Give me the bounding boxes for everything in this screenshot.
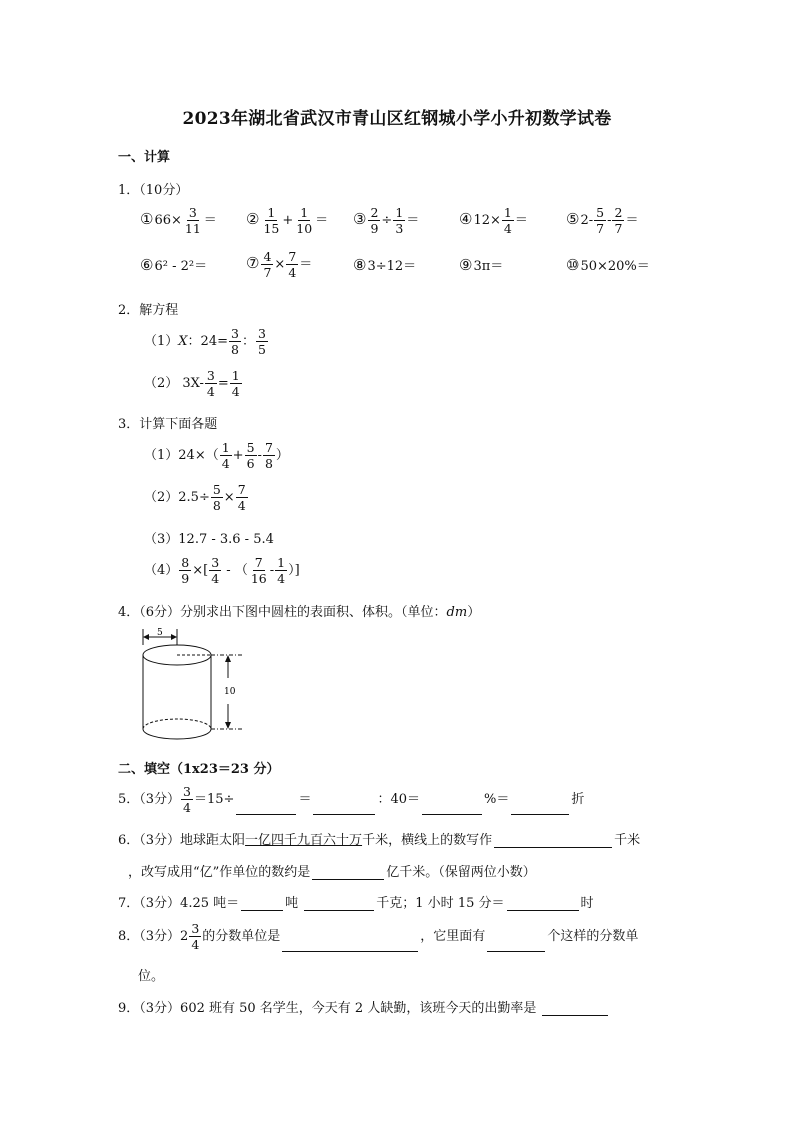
q5-blank-3[interactable]: [422, 800, 482, 815]
q1-item-4: ④12× $\frac{1}{4}$ ＝: [459, 205, 528, 236]
cylinder-figure: [130, 624, 260, 749]
q1-item-1: ①66× $\frac{3}{11}$ ＝: [140, 205, 217, 236]
q5-blank-2[interactable]: [313, 800, 375, 815]
height-label: 10: [224, 687, 236, 697]
question-7: 7．（3分）4.25 吨＝ 吨 千克；1 小时 15 分＝ 时: [118, 896, 594, 911]
question-6-line-1: 6．（3分）地球距太阳一亿四千九百六十万千米，横线上的数写作 千米: [118, 833, 641, 848]
question-8-line-1: 8．（3分）2 $\frac{3}{4}$ 的分数单位是 ，它里面有 个这样的分数单: [118, 921, 639, 952]
q1-item-8: ⑧3÷12＝: [353, 256, 417, 274]
q5-blank-1[interactable]: [236, 800, 296, 815]
section-calculation: 一、计算: [118, 150, 171, 165]
q8-blank-1[interactable]: [282, 937, 418, 952]
question-6-line-2: ，改写成用“亿”作单位的数约是 亿千米。（保留两位小数）: [128, 865, 536, 880]
question-1-label: 1．（10分）: [118, 183, 189, 198]
q6-blank-1[interactable]: [494, 833, 612, 848]
q1-item-6: ⑥6² - 2²＝: [140, 256, 208, 274]
q1-item-9: ⑨3π＝: [459, 256, 504, 274]
q7-blank-2[interactable]: [304, 896, 374, 911]
q8-blank-2[interactable]: [487, 937, 545, 952]
question-5: 5．（3分） $\frac{3}{4}$ ＝15÷ ＝ ：40＝ %＝ 折: [118, 784, 585, 815]
q7-blank-1[interactable]: [241, 896, 283, 911]
q1-item-10: ⑩50×20%＝: [566, 256, 650, 274]
radius-label: 5: [157, 628, 163, 638]
q2-equation-1: （1）X：24= $\frac{3}{8}$ ： $\frac{3}{5}$: [144, 326, 266, 357]
question-2-label: 2．解方程: [118, 303, 179, 318]
q3-problem-3: （3）12.7 - 3.6 - 5.4: [144, 532, 274, 547]
question-8-line-2: 位。: [138, 969, 165, 984]
cylinder-bottom-back: [143, 719, 211, 729]
q2-equation-2: （2） 3X- $\frac{3}{4}$ = $\frac{1}{4}$: [144, 368, 240, 399]
q3-problem-1: （1）24×（ $\frac{1}{4}$ + $\frac{5}{6}$ - $\frac{7}{8}$ ）: [144, 440, 289, 471]
q1-item-3: ③ $\frac{2}{9}$ ÷ $\frac{1}{3}$ ＝: [353, 205, 420, 236]
q1-item-2: ② $\frac{1}{15}$ + $\frac{1}{10}$ ＝: [246, 205, 329, 236]
q1-item-5: ⑤2- $\frac{5}{7}$ - $\frac{2}{7}$ ＝: [566, 205, 639, 236]
q3-problem-2: （2）2.5÷ $\frac{5}{8}$ × $\frac{7}{4}$: [144, 482, 246, 513]
question-4-label: 4．（6分）分别求出下图中圆柱的表面积、体积。（单位：dm）: [118, 605, 481, 620]
cylinder-bottom-front: [143, 729, 211, 739]
q6-blank-2[interactable]: [312, 865, 384, 880]
question-3-label: 3．计算下面各题: [118, 417, 218, 432]
page-title: 2023年湖北省武汉市青山区红钢城小学小升初数学试卷: [182, 109, 612, 129]
section-fill-blank: 二、填空（1x23＝23 分）: [118, 762, 280, 777]
q3-problem-4: （4） $\frac{8}{9}$ ×[ $\frac{3}{4}$ - （ $\frac{7}{16}$ - $\frac{1}{4}$ ）]: [144, 555, 300, 586]
q7-blank-3[interactable]: [507, 896, 579, 911]
q9-blank-1[interactable]: [542, 1001, 608, 1016]
question-9: 9．（3分）602 班有 50 名学生，今天有 2 人缺勤，该班今天的出勤率是: [118, 997, 610, 1016]
q1-item-7: ⑦ $\frac{4}{7}$ × $\frac{7}{4}$ ＝: [246, 249, 313, 280]
q5-blank-4[interactable]: [511, 800, 569, 815]
